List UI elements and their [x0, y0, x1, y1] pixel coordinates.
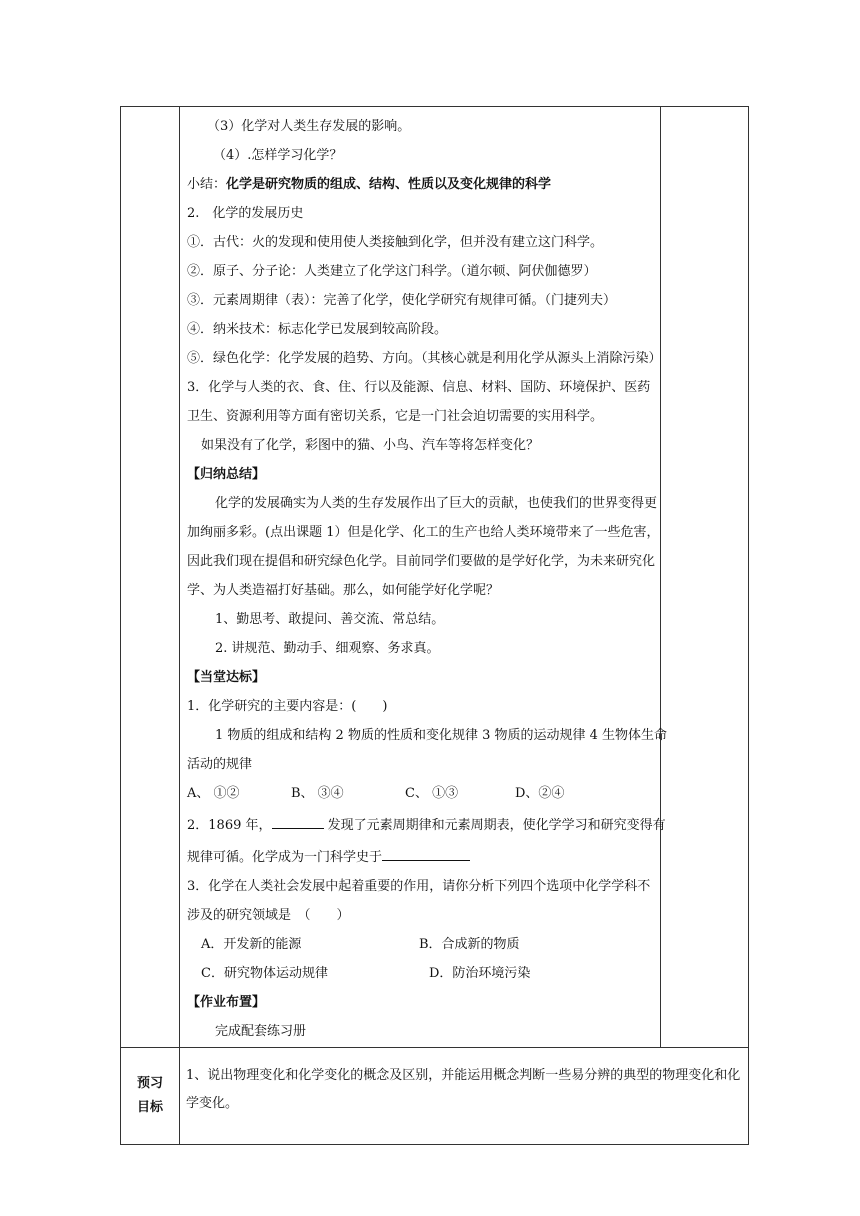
- text-line: 如果没有了化学，彩图中的猫、小鸟、汽车等将怎样变化？: [201, 438, 540, 453]
- history-item: ②．原子、分子论：人类建立了化学这门科学。（道尔顿、阿伏伽德罗）: [187, 264, 597, 279]
- method-item: 1、勤思考、敢提问、善交流、常总结。: [215, 612, 445, 627]
- paragraph-line: 因此我们现在提倡和研究绿色化学。目前同学们要做的是学好化学，为未来研究化: [187, 554, 656, 569]
- answer-blank: [382, 848, 470, 861]
- option-a: A、 ①②: [187, 786, 240, 801]
- heading-homework: 【作业布置】: [187, 995, 266, 1010]
- question-1: 1．化学研究的主要内容是：( ): [187, 699, 388, 714]
- history-item: ③．元素周期律（表）：完善了化学，使化学研究有规律可循。（门捷列夫）: [187, 293, 617, 308]
- heading-practice: 【当堂达标】: [187, 670, 266, 685]
- history-item: ①．古代：火的发现和使用使人类接触到化学，但并没有建立这门科学。: [187, 235, 604, 250]
- preview-goal-text: 学变化。: [186, 1096, 239, 1111]
- text-line: 卫生、资源利用等方面有密切关系，它是一门社会迫切需要的实用科学。: [187, 409, 604, 424]
- question-1-items: 活动的规律: [187, 757, 253, 772]
- text-line: 3．化学与人类的衣、食、住、行以及能源、信息、材料、国防、环境保护、医药: [187, 380, 651, 395]
- option-c: C．研究物体运动规律: [201, 966, 328, 981]
- paragraph-line: 加绚丽多彩。(点出课题 1）但是化学、化工的生产也给人类环境带来了一些危害，: [187, 525, 660, 540]
- history-item: ⑤．绿色化学：化学发展的趋势、方向。（其核心就是利用化学从源头上消除污染）: [187, 351, 662, 366]
- preview-goal-label: 预习 目标: [121, 1048, 180, 1145]
- preview-goal-content: [180, 1048, 749, 1145]
- heading-summary: 【归纳总结】: [187, 467, 266, 482]
- option-d: D、②④: [515, 786, 565, 801]
- method-item: 2. 讲规范、勤动手、细观察、务求真。: [215, 641, 440, 656]
- paragraph-line: 化学的发展确实为人类的生存发展作出了巨大的贡献，也使我们的世界变得更: [215, 496, 658, 511]
- question-1-options: [187, 780, 655, 809]
- option-d: D．防治环境污染: [429, 966, 531, 981]
- content-cell: [180, 107, 668, 1048]
- question-2-cont: 规律可循。化学成为一门科学史于: [187, 841, 655, 873]
- question-2: 2．1869 年， 发现了元素周期律和元素周期表，使化学学习和研究变得有: [187, 818, 666, 833]
- option-b: B．合成新的物质: [419, 937, 520, 952]
- question-3-options: [187, 960, 655, 989]
- summary-text: 化学是研究物质的组成、结构、性质以及变化规律的科学: [226, 177, 552, 192]
- summary-line: [187, 171, 655, 200]
- option-b: B、 ③④: [291, 786, 344, 801]
- preview-goal-text: 1、说出物理变化和化学变化的概念及区别，并能运用概念判断一些易分辨的典型的物理变化和化: [186, 1068, 741, 1083]
- question-3-options: [187, 931, 655, 960]
- question-3-cont: 涉及的研究领域是 （ ）: [187, 908, 350, 923]
- homework-text: 完成配套练习册: [215, 1024, 307, 1039]
- option-a: A．开发新的能源: [201, 937, 302, 952]
- summary-label: 小结：: [187, 177, 227, 192]
- section-heading: 2. 化学的发展历史: [187, 206, 304, 221]
- left-empty-cell: [121, 107, 180, 1048]
- answer-blank: [272, 816, 324, 829]
- paragraph-line: 学、为人类造福打好基础。那么，如何能学好化学呢？: [187, 583, 500, 598]
- lesson-table: [120, 106, 749, 1145]
- preview-row: [121, 1048, 749, 1145]
- text-line: （3）化学对人类生存发展的影响。: [207, 119, 411, 134]
- question-1-items: 1 物质的组成和结构 2 物质的性质和变化规律 3 物质的运动规律 4 生物体生命: [215, 728, 668, 743]
- text-line: （4）.怎样学习化学？: [213, 148, 343, 163]
- main-row: [121, 107, 749, 1048]
- history-item: ④．纳米技术：标志化学已发展到较高阶段。: [187, 322, 448, 337]
- question-3: 3．化学在人类社会发展中起着重要的作用，请你分析下列四个选项中化学学科不: [187, 879, 651, 894]
- right-empty-cell: [661, 107, 749, 1048]
- option-c: C、 ①③: [405, 786, 459, 801]
